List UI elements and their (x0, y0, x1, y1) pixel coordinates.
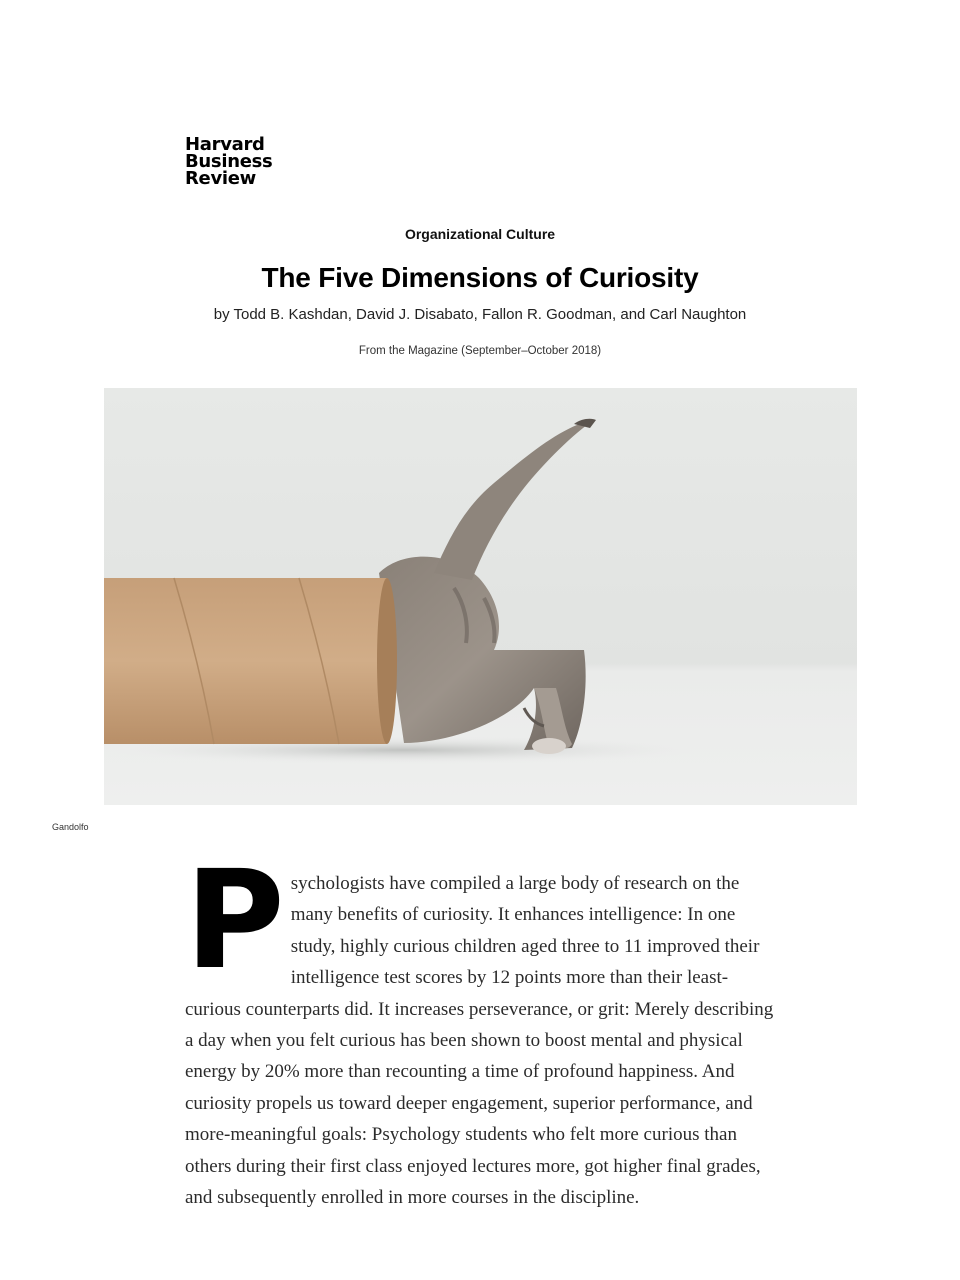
logo-line-1: Harvard (185, 134, 265, 155)
magazine-source: From the Magazine (September–October 2018) (358, 345, 602, 357)
cat-in-tube-illustration (104, 388, 857, 805)
article-title: The Five Dimensions of Curiosity (261, 262, 699, 293)
drop-cap: P (185, 842, 285, 1000)
article-body (185, 842, 775, 1213)
article-byline: by Todd B. Kashdan, David J. Disabato, Fallon R. Goodman, and Carl Naughton (213, 306, 747, 323)
hero-image (104, 388, 857, 805)
hbr-logo[interactable] (185, 136, 272, 187)
article-paragraph: sychologists have compiled a large body of research on the many benefits of curiosity. It enhances intelligence: In one study, highly curious children aged three to 11 improved their intelligence test scores by 12 points more than their least-curious counterparts did. It increases perseverance, or grit: Merely describing a day when you felt curious has been shown to boost mental and physical energy by 20% more than recounting a time of profound happiness. And curiosity propels us toward deeper engagement, superior performance, and more-meaningful goals: Psychology students who felt more curious than others during their first class enjoyed lectures more, got higher final grades, and subsequently enrolled in more courses in the discipline. (185, 873, 774, 1209)
image-credit: Gandolfo (52, 822, 89, 832)
topic-link[interactable]: Organizational Culture (404, 226, 556, 242)
cardboard-tube (104, 578, 397, 744)
logo-line-2: Business (185, 151, 273, 172)
logo-line-3: Review (185, 168, 257, 189)
